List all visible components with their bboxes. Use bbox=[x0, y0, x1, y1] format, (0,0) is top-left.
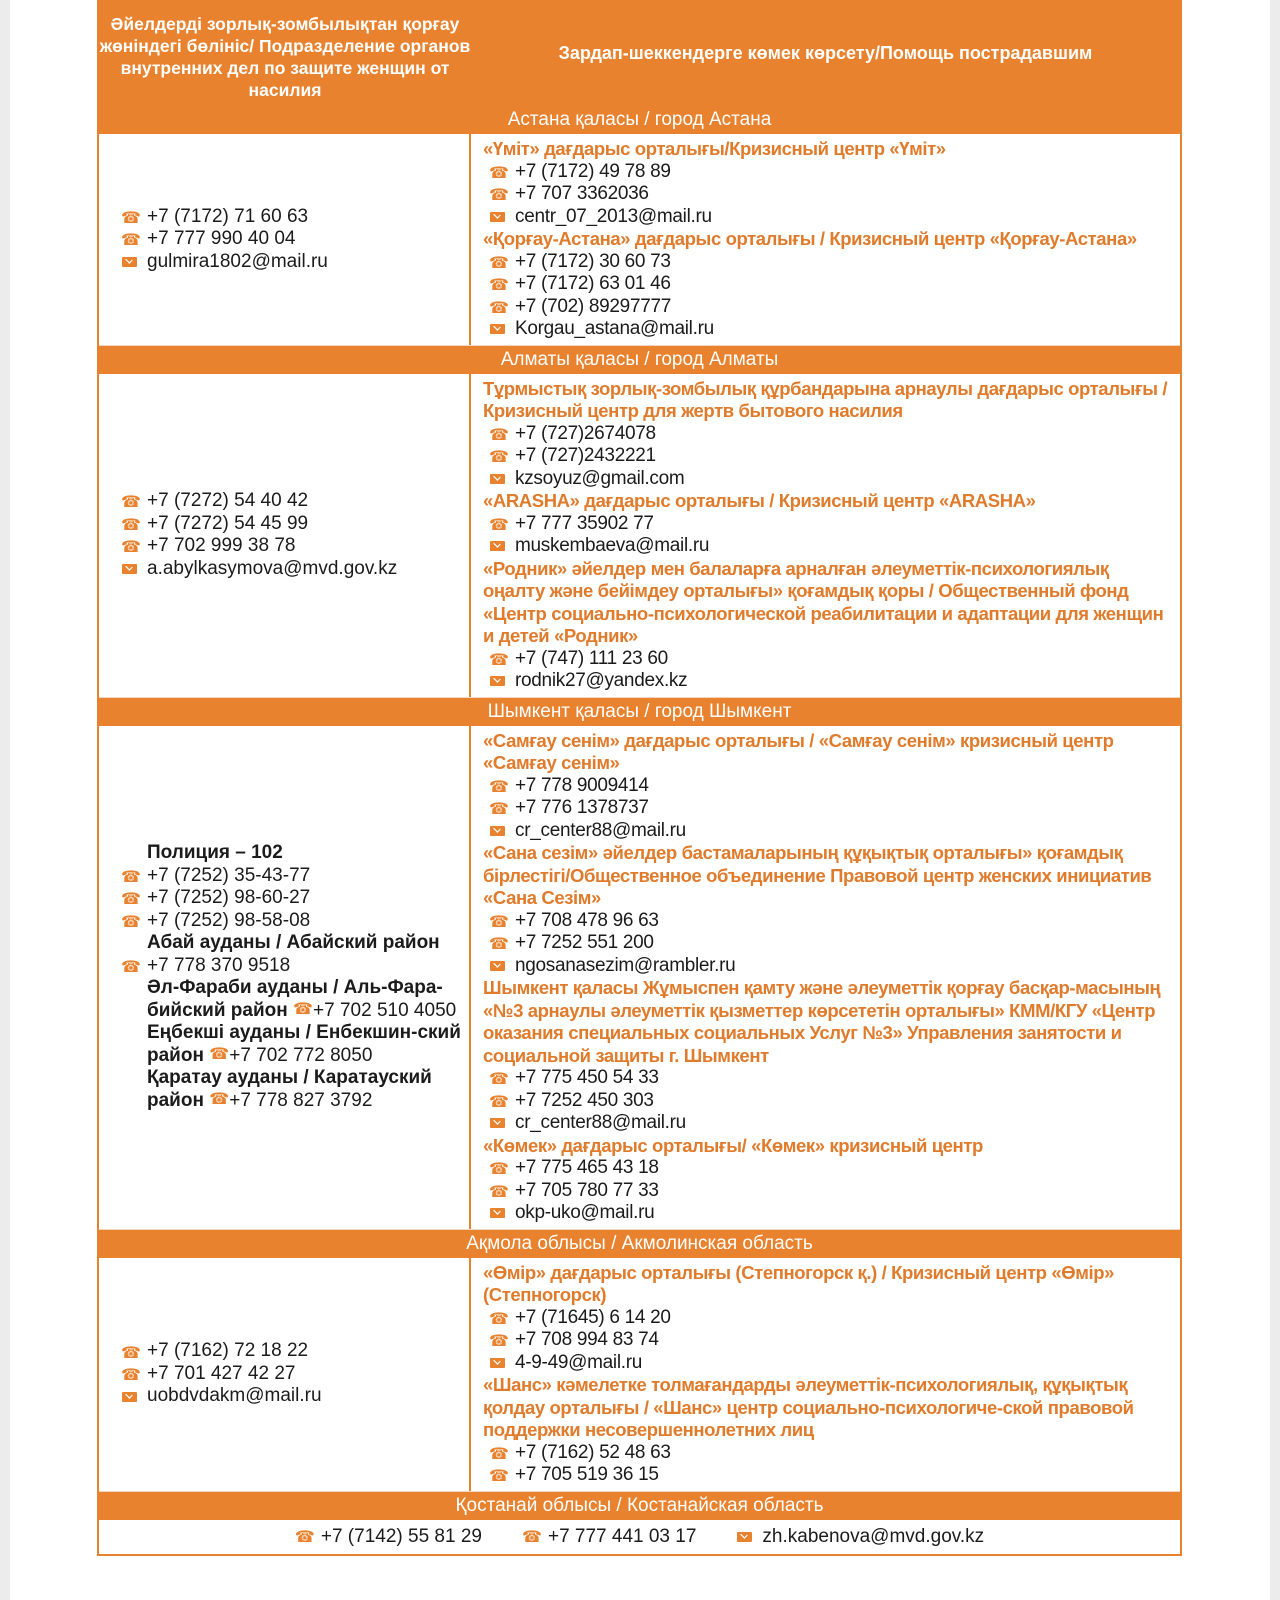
mail-icon bbox=[736, 1529, 754, 1545]
contact-line bbox=[121, 1022, 463, 1067]
contact-line bbox=[121, 228, 463, 251]
mail-icon bbox=[489, 321, 507, 337]
district-label: Еңбекші ауданы / Енбекшин-ский район bbox=[147, 1022, 461, 1066]
table-header bbox=[99, 0, 1180, 106]
contact-line bbox=[483, 1157, 1172, 1180]
phone-link[interactable]: +7 705 780 77 33 bbox=[515, 1179, 659, 1201]
mail-icon bbox=[489, 538, 507, 554]
phone-icon bbox=[121, 890, 139, 906]
phone-link[interactable]: +7 (7172) 63 01 46 bbox=[515, 273, 671, 294]
phone-link[interactable]: +7 (7172) 49 78 89 bbox=[515, 160, 671, 182]
mail-icon bbox=[489, 958, 507, 974]
phone-link[interactable]: +7 707 3362036 bbox=[515, 183, 649, 204]
contact-line bbox=[483, 1067, 1172, 1090]
phone-icon bbox=[293, 1000, 311, 1016]
center-title: Тұрмыстық зорлық-зомбылық құрбандарына арнаулы дағдарыс орталығы / Кризисный центр для жертв бытового насилия bbox=[483, 377, 1168, 421]
contact-line bbox=[483, 932, 1172, 955]
phone-icon bbox=[489, 276, 507, 292]
region-bar: Қостанай облысы / Костанайская область bbox=[99, 1492, 1180, 1520]
phone-icon bbox=[209, 1045, 227, 1061]
header-police-unit: Әйелдерді зорлық-зомбылықтан қорғау жөніндегі бөлініс/ Подразделение органов внутренних дел по защите женщин от насилия bbox=[99, 14, 471, 100]
phone-icon bbox=[489, 778, 507, 794]
phone-icon bbox=[121, 538, 139, 554]
help-centers bbox=[471, 374, 1180, 697]
email-line bbox=[483, 1112, 1172, 1135]
email-link[interactable]: uobdvdakm@mail.ru bbox=[147, 1385, 322, 1407]
contact-line bbox=[483, 445, 1172, 468]
region-row bbox=[99, 1258, 1180, 1492]
email-link[interactable]: Korgau_astana@mail.ru bbox=[515, 318, 714, 339]
email-line bbox=[483, 318, 1172, 341]
center-title: Шымкент қаласы Жұмыспен қамту және әлеуметтік қорғау басқар-масының «№3 арнаулы әлеуметтік қызметтер көрсететін орталығы» КММ/КГУ «Центр оказания специальных социальных Услуг №3» Управления занятости и социальной защиты г. Шымкент bbox=[483, 977, 1161, 1066]
mail-icon bbox=[489, 823, 507, 839]
email-line bbox=[483, 1352, 1172, 1375]
contact-line bbox=[483, 1329, 1172, 1352]
email-line bbox=[736, 1526, 984, 1548]
phone-link[interactable]: +7 (7172) 71 60 63 bbox=[147, 205, 309, 227]
mail-icon bbox=[489, 471, 507, 487]
contact-line bbox=[121, 535, 463, 558]
email-line bbox=[121, 251, 463, 274]
center-title: «ARASHA» дағдарыс орталығы / Кризисный центр «ARASHA» bbox=[483, 490, 1036, 511]
phone-link[interactable]: +7 702 999 38 78 bbox=[147, 535, 296, 556]
kostanay-contacts bbox=[99, 1520, 1180, 1556]
email-line bbox=[483, 1202, 1172, 1225]
email-line bbox=[483, 206, 1172, 229]
phone-icon bbox=[489, 186, 507, 202]
center-title: «Үміт» дағдарыс орталығы/Кризисный центр «Үміт» bbox=[483, 138, 946, 159]
contact-line bbox=[483, 296, 1172, 319]
region-row bbox=[99, 374, 1180, 698]
district-label: Әл-Фараби ауданы / Аль-Фара-бийский район bbox=[147, 977, 443, 1021]
region-bar: Шымкент қаласы / город Шымкент bbox=[99, 698, 1180, 726]
contact-line bbox=[483, 910, 1172, 933]
phone-link[interactable]: +7 778 827 3792 bbox=[229, 1089, 373, 1111]
police-contacts bbox=[99, 726, 471, 1229]
contact-line bbox=[121, 932, 463, 955]
phone-icon bbox=[489, 1093, 507, 1109]
phone-icon bbox=[121, 493, 139, 509]
phone-link[interactable]: +7 778 9009414 bbox=[515, 774, 649, 796]
phone-icon bbox=[121, 868, 139, 884]
phone-link[interactable]: +7 708 478 96 63 bbox=[515, 909, 659, 931]
phone-link[interactable]: +7 7252 450 303 bbox=[515, 1089, 654, 1111]
email-line bbox=[483, 820, 1172, 843]
police-contacts bbox=[99, 374, 471, 697]
header-victim-help: Зардап-шеккендерге көмек көрсету/Помощь пострадавшим bbox=[558, 42, 1093, 63]
contact-line bbox=[295, 1526, 482, 1548]
contact-line bbox=[121, 206, 463, 229]
contact-line bbox=[483, 423, 1172, 446]
center-title: «Көмек» дағдарыс орталығы/ «Көмек» кризисный центр bbox=[483, 1134, 983, 1156]
contact-line bbox=[121, 977, 463, 1022]
phone-link[interactable]: +7 (7272) 54 40 42 bbox=[147, 490, 309, 511]
email-line bbox=[483, 468, 1172, 491]
center-title: «Родник» әйелдер мен балаларға арналған әлеуметтік-психологиялық оңалту және бейімдеу орталығы» қоғамдық қоры / Общественный фонд «Центр социально-психологической реабилитации и адаптации для женщин и детей «Родник» bbox=[483, 557, 1164, 646]
email-line bbox=[483, 670, 1172, 693]
phone-link[interactable]: +7 (727)2674078 bbox=[515, 422, 656, 444]
phone-link[interactable]: +7 708 994 83 74 bbox=[515, 1329, 659, 1350]
district-label: Абай ауданы / Абайский район bbox=[147, 932, 440, 953]
phone-icon bbox=[489, 1467, 507, 1483]
phone-icon bbox=[522, 1529, 540, 1545]
mail-icon bbox=[489, 209, 507, 225]
mail-icon bbox=[489, 1205, 507, 1221]
contact-line bbox=[522, 1526, 696, 1548]
phone-icon bbox=[121, 913, 139, 929]
mail-icon bbox=[121, 561, 139, 577]
phone-icon bbox=[489, 1445, 507, 1461]
contact-line bbox=[483, 1090, 1172, 1113]
phone-link[interactable]: +7 (7172) 30 60 73 bbox=[515, 250, 671, 272]
email-link[interactable]: gulmira1802@mail.ru bbox=[147, 250, 328, 272]
phone-icon bbox=[489, 1070, 507, 1086]
phone-icon bbox=[209, 1090, 227, 1106]
region-row bbox=[99, 726, 1180, 1230]
phone-icon bbox=[489, 935, 507, 951]
phone-link[interactable]: +7 (7252) 98-58-08 bbox=[147, 909, 311, 931]
phone-link[interactable]: +7 (702) 89297777 bbox=[515, 295, 672, 317]
contact-line bbox=[483, 648, 1172, 671]
phone-link[interactable]: +7 (7272) 54 45 99 bbox=[147, 512, 309, 534]
phone-link[interactable]: +7 (7142) 55 81 29 bbox=[320, 1525, 482, 1547]
contact-line bbox=[483, 1464, 1172, 1487]
phone-icon bbox=[489, 299, 507, 315]
help-centers bbox=[471, 1258, 1180, 1491]
phone-link[interactable]: +7 (7162) 72 18 22 bbox=[147, 1340, 309, 1362]
phone-link[interactable]: +7 775 465 43 18 bbox=[515, 1157, 659, 1178]
phone-link[interactable]: +7 701 427 42 27 bbox=[147, 1362, 296, 1384]
contact-line bbox=[483, 1442, 1172, 1465]
contact-line bbox=[483, 797, 1172, 820]
email-line bbox=[483, 955, 1172, 978]
email-link[interactable]: ngosanasezim@rambler.ru bbox=[515, 954, 736, 976]
phone-icon bbox=[121, 1344, 139, 1360]
phone-icon bbox=[121, 958, 139, 974]
phone-link[interactable]: +7 775 450 54 33 bbox=[515, 1067, 659, 1088]
phone-link[interactable]: +7 705 519 36 15 bbox=[515, 1464, 659, 1485]
contacts-table bbox=[97, 0, 1182, 1556]
spacer bbox=[121, 935, 139, 951]
police-contacts bbox=[99, 134, 471, 345]
email-line bbox=[121, 558, 463, 581]
email-link[interactable]: cr_center88@mail.ru bbox=[515, 819, 686, 841]
contact-line bbox=[121, 490, 463, 513]
spacer bbox=[121, 845, 139, 861]
phone-link[interactable]: +7 702 772 8050 bbox=[229, 1044, 373, 1066]
center-title: «Шанс» кәмелетке толмағандарды әлеуметтік-психологиялық, құқықтық қолдау орталығы / «Шанс» центр социально-психологиче-ской правовой поддержки несовершеннолетних лиц bbox=[483, 1374, 1134, 1440]
phone-icon bbox=[489, 1160, 507, 1176]
contact-line bbox=[483, 183, 1172, 206]
inline-phone bbox=[209, 1090, 372, 1111]
district-label: Қаратау ауданы / Каратауский район bbox=[147, 1067, 432, 1111]
phone-link[interactable]: +7 778 370 9518 bbox=[147, 954, 291, 976]
email-link[interactable]: centr_07_2013@mail.ru bbox=[515, 205, 712, 227]
region-bar: Алматы қаласы / город Алматы bbox=[99, 346, 1180, 374]
email-link[interactable]: rodnik27@yandex.kz bbox=[515, 670, 688, 691]
district-entry bbox=[147, 1067, 463, 1112]
mail-icon bbox=[121, 1389, 139, 1405]
contact-line bbox=[121, 513, 463, 536]
contact-line bbox=[483, 273, 1172, 296]
contact-line bbox=[121, 1340, 463, 1363]
mail-icon bbox=[489, 1355, 507, 1371]
phone-link[interactable]: +7 777 441 03 17 bbox=[547, 1525, 697, 1547]
region-row bbox=[99, 134, 1180, 346]
email-link[interactable]: kzsoyuz@gmail.com bbox=[515, 467, 685, 489]
phone-icon bbox=[121, 1366, 139, 1382]
email-link[interactable]: a.abylkasymova@mvd.gov.kz bbox=[147, 557, 398, 579]
contact-line bbox=[483, 775, 1172, 798]
email-link[interactable]: 4-9-49@mail.ru bbox=[515, 1351, 643, 1373]
phone-link[interactable]: +7 (7252) 98-60-27 bbox=[147, 887, 311, 908]
phone-link[interactable]: +7 702 510 4050 bbox=[313, 999, 457, 1021]
phone-icon bbox=[295, 1529, 313, 1545]
contact-line bbox=[121, 1363, 463, 1386]
contact-line bbox=[121, 1067, 463, 1112]
phone-icon bbox=[489, 516, 507, 532]
contact-line bbox=[121, 955, 463, 978]
district-entry bbox=[147, 977, 463, 1022]
phone-link[interactable]: +7 (747) 111 23 60 bbox=[515, 647, 668, 669]
mail-icon bbox=[489, 673, 507, 689]
phone-icon bbox=[489, 913, 507, 929]
phone-link[interactable]: +7 (7252) 35-43-77 bbox=[147, 864, 311, 886]
phone-icon bbox=[489, 164, 507, 180]
contact-line bbox=[483, 251, 1172, 274]
email-line bbox=[483, 535, 1172, 558]
email-link[interactable]: muskembaeva@mail.ru bbox=[515, 535, 710, 556]
district-label: Полиция – 102 bbox=[147, 842, 283, 863]
region-bar: Ақмола облысы / Акмолинская область bbox=[99, 1230, 1180, 1258]
phone-icon bbox=[121, 209, 139, 225]
center-title: «Өмір» дағдарыс орталығы (Степногорск қ.) / Кризисный центр «Өмір» (Степногорск) bbox=[483, 1261, 1115, 1305]
phone-link[interactable]: +7 (71645) 6 14 20 bbox=[515, 1306, 671, 1328]
phone-icon bbox=[489, 800, 507, 816]
center-title: «Самғау сенім» дағдарыс орталығы / «Самғау сенім» кризисный центр «Самғау сенім» bbox=[483, 729, 1114, 773]
spacer bbox=[121, 1067, 139, 1083]
center-title: «Сана сезім» әйелдер бастамаларының құқықтық орталығы» қоғамдық бірлестігі/Общественное объединение Правовой центр женских инициатив «Сана Сезім» bbox=[483, 842, 1152, 908]
phone-icon bbox=[489, 651, 507, 667]
region-bar: Астана қаласы / город Астана bbox=[99, 106, 1180, 134]
help-centers bbox=[471, 726, 1180, 1229]
phone-link[interactable]: +7 777 35902 77 bbox=[515, 512, 654, 534]
mail-icon bbox=[121, 254, 139, 270]
spacer bbox=[121, 1022, 139, 1038]
contact-line bbox=[483, 1180, 1172, 1203]
page-edge-right bbox=[1270, 0, 1280, 1600]
phone-link[interactable]: +7 (7162) 52 48 63 bbox=[515, 1441, 671, 1463]
email-link[interactable]: zh.kabenova@mvd.gov.kz bbox=[762, 1525, 985, 1547]
inline-phone bbox=[293, 1000, 456, 1021]
phone-icon bbox=[489, 448, 507, 464]
help-centers bbox=[471, 134, 1180, 345]
phone-icon bbox=[489, 1310, 507, 1326]
phone-link[interactable]: +7 7252 551 200 bbox=[515, 932, 654, 953]
mail-icon bbox=[489, 1115, 507, 1131]
phone-icon bbox=[489, 1183, 507, 1199]
email-link[interactable]: cr_center88@mail.ru bbox=[515, 1112, 686, 1133]
phone-icon bbox=[489, 1332, 507, 1348]
contact-line bbox=[121, 910, 463, 933]
police-contacts bbox=[99, 1258, 471, 1491]
phone-link[interactable]: +7 777 990 40 04 bbox=[147, 228, 296, 249]
contact-line bbox=[483, 513, 1172, 536]
contact-line bbox=[121, 842, 463, 865]
phone-icon bbox=[489, 426, 507, 442]
contact-line bbox=[121, 865, 463, 888]
phone-icon bbox=[121, 516, 139, 532]
inline-phone bbox=[209, 1045, 372, 1066]
contact-line bbox=[483, 161, 1172, 184]
contact-line bbox=[483, 1307, 1172, 1330]
email-line bbox=[121, 1385, 463, 1408]
contact-line bbox=[121, 887, 463, 910]
phone-icon bbox=[489, 254, 507, 270]
spacer bbox=[121, 977, 139, 993]
center-title: «Қорғау-Астана» дағдарыс орталығы / Кризисный центр «Қорғау-Астана» bbox=[483, 228, 1137, 249]
email-link[interactable]: okp-uko@mail.ru bbox=[515, 1202, 655, 1223]
phone-link[interactable]: +7 776 1378737 bbox=[515, 797, 649, 818]
page-edge-left bbox=[0, 0, 10, 1600]
phone-icon bbox=[121, 231, 139, 247]
district-entry bbox=[147, 1022, 463, 1067]
phone-link[interactable]: +7 (727)2432221 bbox=[515, 445, 656, 466]
